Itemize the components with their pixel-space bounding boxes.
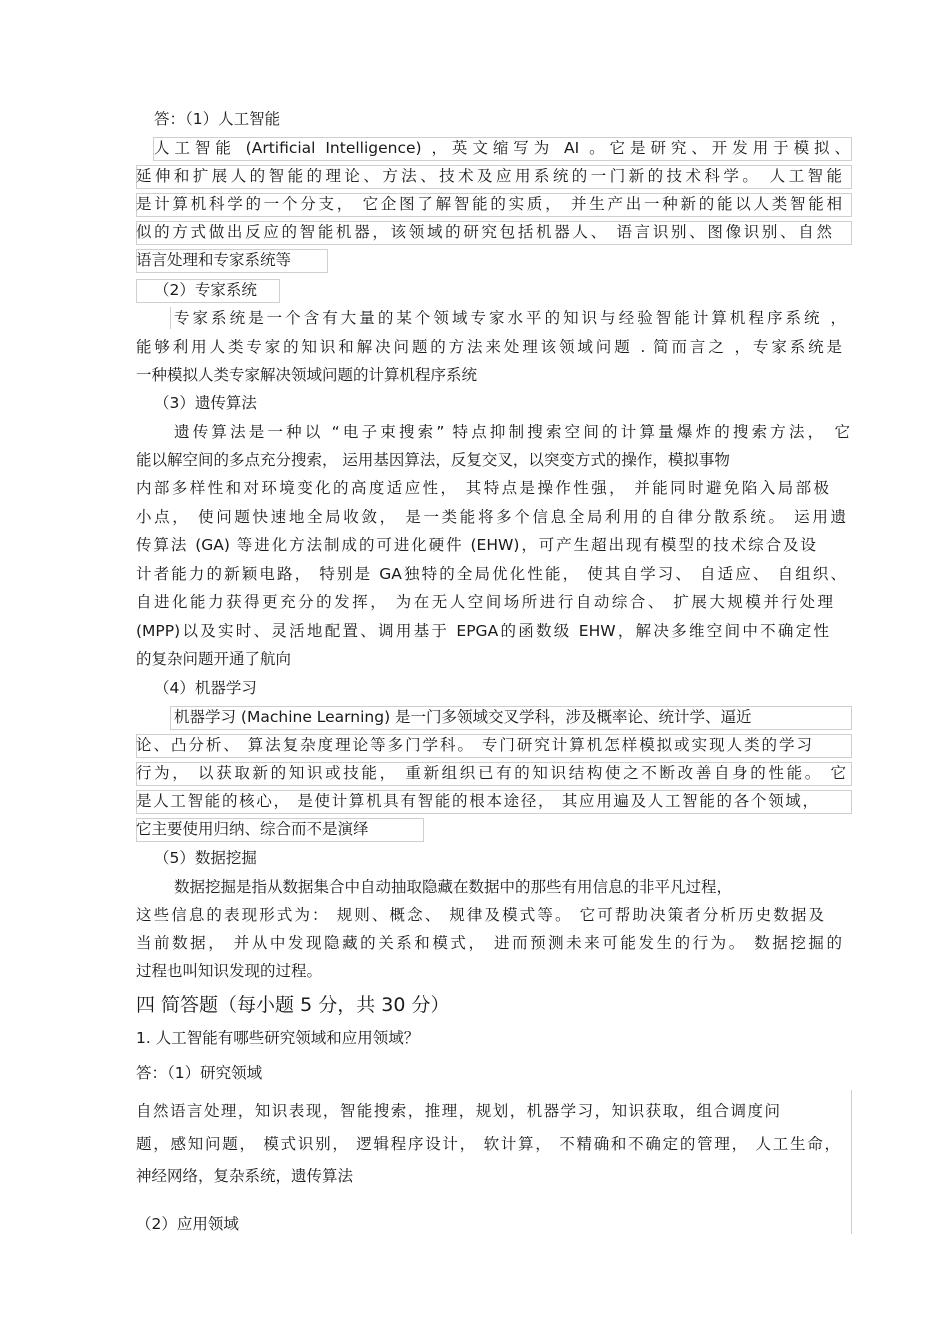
- text-frame: [170, 307, 171, 329]
- paragraph-line: 似的方式做出反应的智能机器，该领域的研究包括机器人、 语言识别、图像识别、自然: [136, 223, 832, 241]
- answer-heading-research: 答：（1）研究领域: [136, 1064, 263, 1082]
- paragraph-line: 能够利用人类专家的知识和解决问题的方法来处理该领域问题 . 简而言之 ，专家系统是: [136, 338, 842, 356]
- paragraph-line: 的复杂问题开通了航向: [136, 650, 292, 668]
- paragraph-line: 是计算机科学的一个分支， 它企图了解智能的实质， 并生产出一种新的能以人类智能相: [136, 195, 842, 213]
- paragraph-line: (MPP)以及实时、灵活地配置、调用基于 EPGA的函数级 EHW，解决多维空间中不确定性: [136, 622, 829, 640]
- paragraph-line: 是人工智能的核心， 是使计算机具有智能的根本途径， 其应用遍及人工智能的各个领域，: [136, 792, 818, 810]
- paragraph-line: 行为， 以获取新的知识或技能， 重新组织已有的知识结构使之不断改善自身的性能。 它: [136, 764, 846, 782]
- paragraph-line: 当前数据， 并从中发现隐藏的关系和模式， 进而预测未来可能发生的行为。 数据挖掘的: [136, 934, 842, 952]
- paragraph-line: 内部多样性和对环境变化的高度适应性， 其特点是操作性强， 并能同时避免陷入局部极: [136, 479, 829, 497]
- section-heading-genetic-algorithm: （3）遗传算法: [154, 394, 257, 412]
- section-title: 四 简答题（每小题 5 分，共 30 分）: [136, 994, 450, 1016]
- paragraph-line: 一种模拟人类专家解决领域问题的计算机程序系统: [136, 366, 478, 384]
- paragraph-line: 这些信息的表现形式为： 规则、概念、 规律及模式等。 它可帮助决策者分析历史数据及: [136, 906, 824, 924]
- paragraph-line: 计者能力的新颖电路， 特别是 GA独特的全局优化性能， 使其自学习、 自适应、 自组织、: [136, 565, 846, 583]
- paragraph-line: 题，感知问题， 模式识别， 逻辑程序设计， 软计算， 不精确和不确定的管理， 人工生命，: [136, 1135, 840, 1153]
- answer-heading-ai: 答：（1）人工智能: [154, 110, 281, 128]
- paragraph-line: 语言处理和专家系统等: [136, 251, 292, 269]
- paragraph-line: 论、凸分析、 算法复杂度理论等多门学科。 专门研究计算机怎样模拟或实现人类的学习: [136, 736, 812, 754]
- paragraph-line: 能以解空间的多点充分搜索， 运用基因算法，反复交叉，以突变方式的操作，模拟事物: [136, 451, 730, 469]
- question-title: 1. 人工智能有哪些研究领域和应用领域？: [136, 1029, 420, 1047]
- paragraph-line: 小点， 使问题快速地全局收敛， 是一类能将多个信息全局利用的自律分散系统。 运用遗: [136, 508, 846, 526]
- paragraph-line: 数据挖掘是指从数据集合中自动抽取隐藏在数据中的那些有用信息的非平凡过程，: [174, 878, 733, 896]
- paragraph-line: 传算法 (GA) 等进化方法制成的可进化硬件 (EHW)，可产生超出现有模型的技术综合及设: [136, 536, 816, 554]
- paragraph-line: 它主要使用归纳、综合而不是演绎: [136, 820, 369, 838]
- section-heading-expert-systems: （2）专家系统: [154, 281, 257, 299]
- paragraph-line: 自进化能力获得更充分的发挥， 为在无人空间场所进行自动综合、 扩展大规模并行处理: [136, 593, 833, 611]
- paragraph-line: 神经网络，复杂系统，遗传算法: [136, 1167, 354, 1185]
- paragraph-line: 机器学习 (Machine Learning) 是一门多领域交叉学科，涉及概率论、统计学、逼近: [174, 708, 752, 726]
- paragraph-line: 人工智能 (Artificial Intelligence) ，英文缩写为 AI 。它是研究、开发用于模拟、: [154, 139, 850, 157]
- section-heading-data-mining: （5）数据挖掘: [154, 849, 257, 867]
- paragraph-line: 延伸和扩展人的智能的理论、方法、技术及应用系统的一门新的技术科学。 人工智能: [136, 167, 842, 185]
- section-heading-machine-learning: （4）机器学习: [154, 679, 257, 697]
- paragraph-line: 遗传算法是一种以 “电子束搜索” 特点抑制搜索空间的计算量爆炸的搜索方法， 它: [174, 423, 850, 441]
- paragraph-line: 专家系统是一个含有大量的某个领域专家水平的知识与经验智能计算机程序系统 ，: [174, 309, 846, 327]
- answer-heading-application: （2）应用领域: [136, 1215, 239, 1233]
- paragraph-line: 过程也叫知识发现的过程。: [136, 962, 323, 980]
- paragraph-line: 自然语言处理，知识表现，智能搜索，推理，规划，机器学习，知识获取，组合调度问: [136, 1102, 780, 1120]
